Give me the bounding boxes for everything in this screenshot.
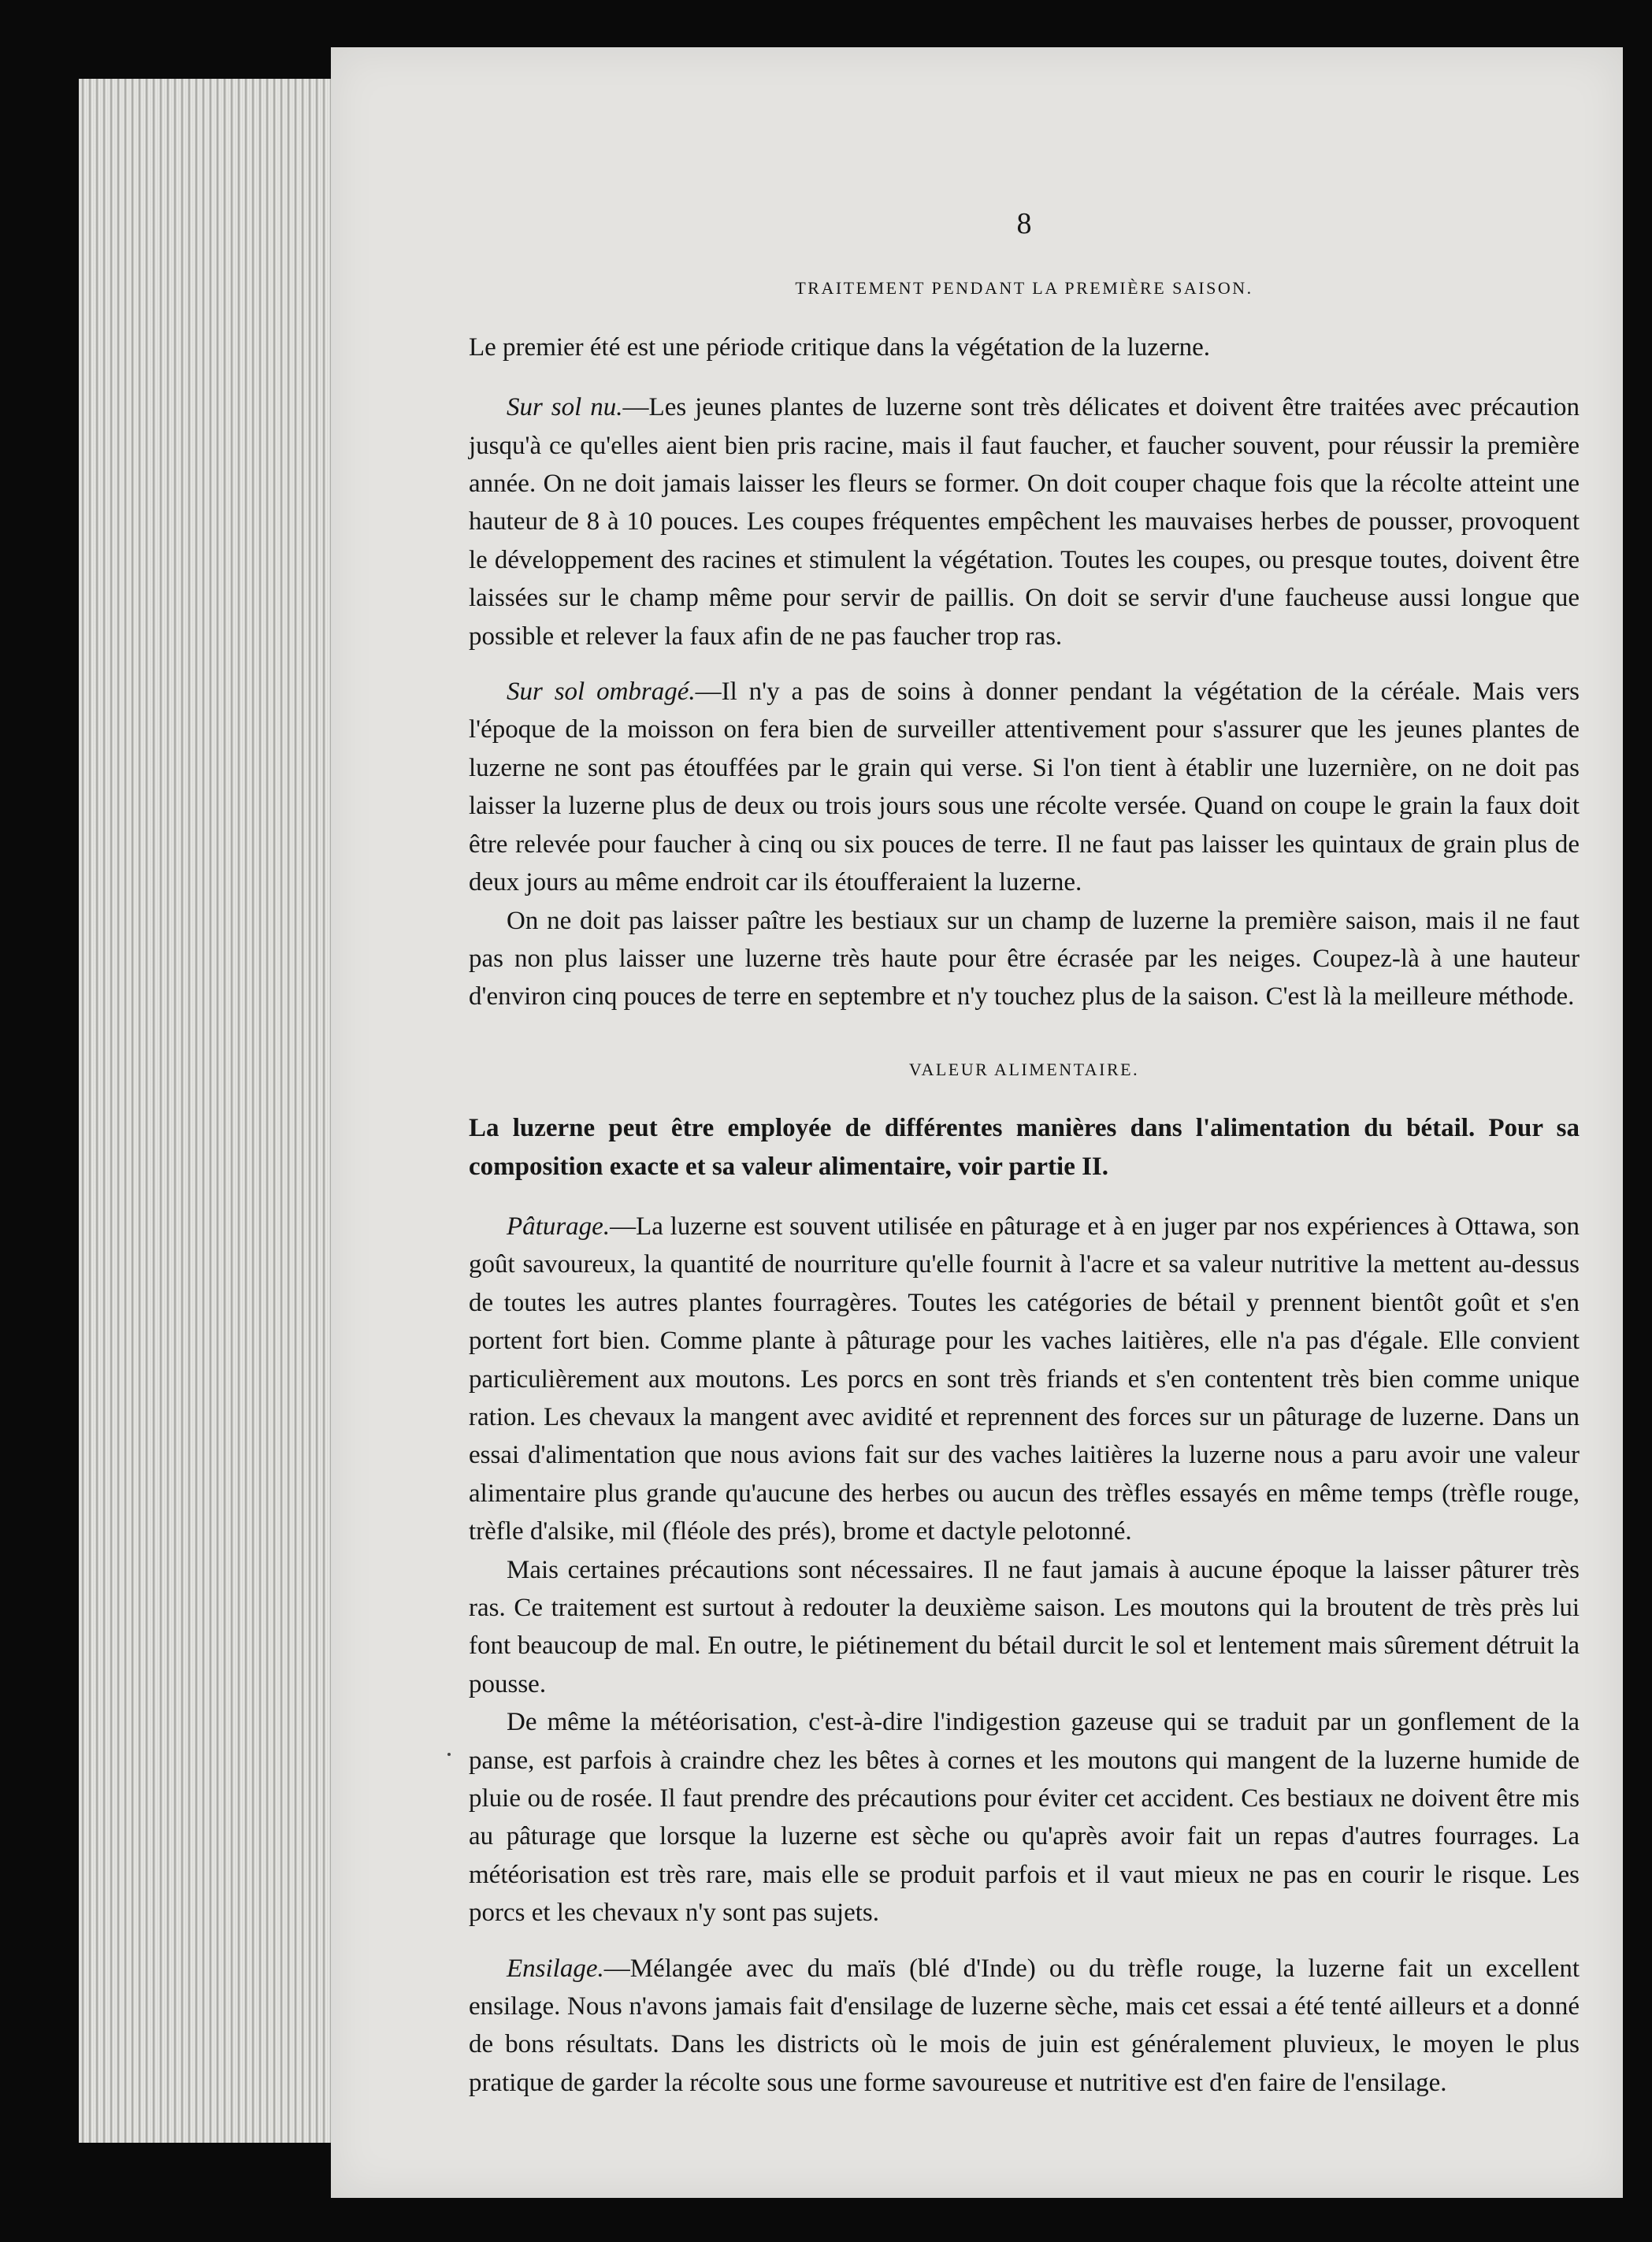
section-heading-feeding-value: VALEUR ALIMENTAIRE. (908, 1059, 1140, 1079)
paragraph-text: La luzerne est souvent utilisée en pâturage et à en juger par nos expériences à Ottawa, son goût savoureux, la quantité de nourriture qu'elle fournit à l'acre et sa valeur nutritive la mettent au-dessus de toutes les autres plantes fourragères. Toutes les catégories de bétail y prennent bientôt goût et s'en portent fort bien. Comme plante à pâturage pour les vaches laitières, elle n'a pas d'égale. Elle convient particulièrement aux moutons. Les porcs en sont très friands et s'en contentent très bien comme unique ration. Les chevaux la mangent avec avidité et reprennent des forces sur un pâturage de luzerne. Dans un essai d'alimentation que nous avions fait sur des vaches laitières la luzerne nous a paru avoir une valeur alimentaire plus grande qu'aucune des herbes ou aucun des trèfles essayés en même temps (trèfle rouge, trèfle d'alsike, mil (fléole des prés), brome et dactyle pelotonné. (469, 1212, 1580, 1546)
intro-paragraph-feeding-value: La luzerne peut être employée de différentes manières dans l'alimentation du bétail. Pour sa composition exacte et sa valeur alimentaire, voir partie II. (469, 1114, 1580, 1181)
paragraph-shaded-soil: Sur sol ombragé.—Il n'y a pas de soins à donner pendant la végétation de la céréale. Mais vers l'époque de la moisson on fera bien de surveiller attentivement pour s'assurer que les jeunes plantes de luzerne ne sont pas étouffées par le grain qui verse. Si l'on tient à établir une luzernière, on ne doit pas laisser la luzerne plus de deux ou trois jours sous une récolte versée. Quand on coupe le grain la faux doit être relevée pour faucher à cinq ou six pouces de terre. Il ne faut pas laisser les quintaux de grain plus de deux jours au même endroit car ils étoufferaient la luzerne. (469, 677, 1580, 897)
page-number: 8 (1016, 207, 1032, 240)
text-column (469, 205, 1580, 2119)
paragraph-lead: Sur sol nu. (507, 393, 623, 422)
paragraph-text: Mélangée avec du maïs (blé d'Inde) ou du trèfle rouge, la luzerne fait un excellent ensilage. Nous n'avons jamais fait d'ensilage de luzerne sèche, mais cet essai a été tenté ailleurs et a donné de bons résultats. Dans les districts où le mois de juin est généralement pluvieux, le moyen le plus pratique de garder la récolte sous une forme savoureuse et nutritive est d'en faire de l'ensilage. (469, 1954, 1580, 2097)
paragraph-pasture: Pâturage.—La luzerne est souvent utilisée en pâturage et à en juger par nos expériences à Ottawa, son goût savoureux, la quantité de nourriture qu'elle fournit à l'acre et sa valeur nutritive la mettent au-dessus de toutes les autres plantes fourragères. Toutes les catégories de bétail y prennent bientôt goût et s'en portent fort bien. Comme plante à pâturage pour les vaches laitières, elle n'a pas d'égale. Elle convient particulièrement aux moutons. Les porcs en sont très friands et s'en contentent très bien comme unique ration. Les chevaux la mangent avec avidité et reprennent des forces sur un pâturage de luzerne. Dans un essai d'alimentation que nous avions fait sur des vaches laitières la luzerne nous a paru avoir une valeur alimentaire plus grande qu'aucune des herbes ou aucun des trèfles essayés en même temps (trèfle rouge, trèfle d'alsike, mil (fléole des prés), brome et dactyle pelotonné. (469, 1212, 1580, 1546)
paragraph-text: Il n'y a pas de soins à donner pendant la végétation de la céréale. Mais vers l'époque de la moisson on fera bien de surveiller attentivement pour s'assurer que les jeunes plantes de luzerne ne sont pas étouffées par le grain qui verse. Si l'on tient à établir une luzernière, on ne doit pas laisser la luzerne plus de deux ou trois jours sous une récolte versée. Quand on coupe le grain la faux doit être relevée pour faucher à cinq ou six pouces de terre. Il ne faut pas laisser les quintaux de grain plus de deux jours au même endroit car ils étoufferaient la luzerne. (469, 677, 1580, 897)
intro-paragraph-first-season: Le premier été est une période critique dans la végétation de la luzerne. (469, 332, 1210, 362)
paragraph-lead: Pâturage. (507, 1212, 611, 1241)
section-heading-first-season: TRAITEMENT PENDANT LA PREMIÈRE SAISON. (795, 278, 1253, 299)
book-page (331, 47, 1623, 2198)
margin-speck (447, 1753, 451, 1756)
paragraph-bloat: De même la météorisation, c'est-à-dire l'indigestion gazeuse qui se traduit par un gonflement de la panse, est parfois à craindre chez les bêtes à cornes et les moutons qui mangent de la luzerne humide de pluie ou de rosée. Il faut prendre des précautions pour éviter cet accident. Ces bestiaux ne doivent être mis au pâturage que lorsque la luzerne est sèche ou qu'après avoir fait un repas d'autres fourrages. La météorisation est très rare, mais elle se produit parfois et il vaut mieux ne pas en courir le risque. Les porcs et les chevaux n'y sont pas sujets. (469, 1708, 1580, 1928)
book-page-edges (79, 79, 348, 2143)
paragraph-lead: Sur sol ombragé. (507, 677, 696, 707)
paragraph-grazing-first-season: On ne doit pas laisser paître les bestiaux sur un champ de luzerne la première saison, mais il ne faut pas non plus laisser une luzerne très haute pour être écrasée par les neiges. Coupez-là à une hauteur d'environ cinq pouces de terre en septembre et n'y touchez plus de la saison. C'est là la meilleure méthode. (469, 906, 1580, 1011)
paragraph-lead: Ensilage. (507, 1954, 604, 1983)
paragraph-precautions: Mais certaines précautions sont nécessaires. Il ne faut jamais à aucune époque la laisser pâturer très ras. Ce traitement est surtout à redouter la deuxième saison. Les moutons qui la broutent de très près lui font beaucoup de mal. En outre, le piétinement du bétail durcit le sol et lentement mais sûrement détruit la pousse. (469, 1555, 1580, 1698)
paragraph-bare-soil: Sur sol nu.—Les jeunes plantes de luzerne sont très délicates et doivent être traitées avec précaution jusqu'à ce qu'elles aient bien pris racine, mais il faut faucher, et faucher souvent, pour réussir la première année. On ne doit jamais laisser les fleurs se former. On doit couper chaque fois que la récolte atteint une hauteur de 8 à 10 pouces. Les coupes fréquentes empêchent les mauvaises herbes de pousser, provoquent le développement des racines et stimulent la végétation. Toutes les coupes, ou presque toutes, doivent être laissées sur le champ même pour servir de paillis. On doit se servir d'une faucheuse aussi longue que possible et relever la faux afin de ne pas faucher trop ras. (469, 393, 1580, 651)
paragraph-silage: Ensilage.—Mélangée avec du maïs (blé d'Inde) ou du trèfle rouge, la luzerne fait un excellent ensilage. Nous n'avons jamais fait d'ensilage de luzerne sèche, mais cet essai a été tenté ailleurs et a donné de bons résultats. Dans les districts où le mois de juin est généralement pluvieux, le moyen le plus pratique de garder la récolte sous une forme savoureuse et nutritive est d'en faire de l'ensilage. (469, 1954, 1580, 2097)
paragraph-text: Les jeunes plantes de luzerne sont très délicates et doivent être traitées avec précaution jusqu'à ce qu'elles aient bien pris racine, mais il faut faucher, et faucher souvent, pour réussir la première année. On ne doit jamais laisser les fleurs se former. On doit couper chaque fois que la récolte atteint une hauteur de 8 à 10 pouces. Les coupes fréquentes empêchent les mauvaises herbes de pousser, provoquent le développement des racines et stimulent la végétation. Toutes les coupes, ou presque toutes, doivent être laissées sur le champ même pour servir de paillis. On doit se servir d'une faucheuse aussi longue que possible et relever la faux afin de ne pas faucher trop ras. (469, 393, 1580, 651)
